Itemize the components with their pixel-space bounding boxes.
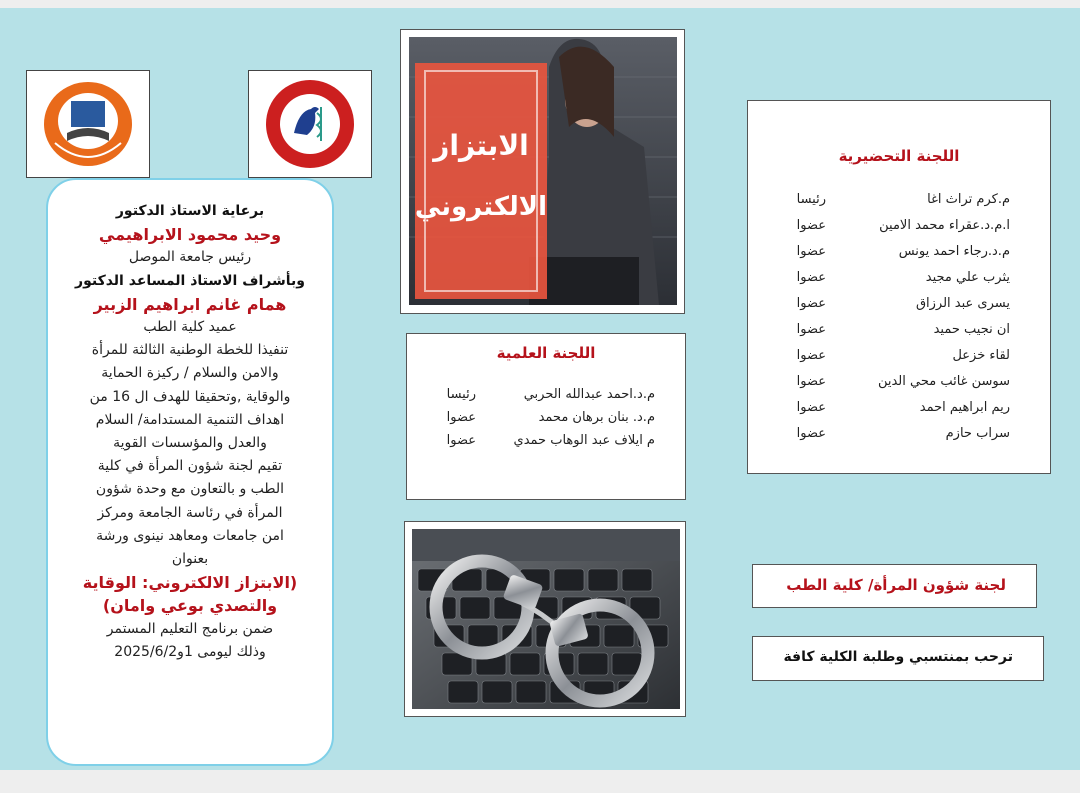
- committee-member-role: عضوا: [446, 433, 476, 448]
- committee-member-name: م.د.احمد عبدالله الحربي: [523, 387, 655, 402]
- committee-member-role: عضوا: [796, 270, 826, 285]
- workshop-dates: وذلك ليومى 1و2025/6/2: [114, 643, 266, 660]
- committee-member-name: م.د. بنان برهان محمد: [538, 410, 655, 425]
- dean-title: عميد كلية الطب: [143, 319, 237, 336]
- description-line: والعدل والمؤسسات القوية: [113, 435, 267, 452]
- university-logo-right-frame: [26, 70, 150, 178]
- committee-member-role: عضوا: [796, 322, 826, 337]
- committee-member-role: عضوا: [796, 296, 826, 311]
- committee-member-role: عضوا: [796, 244, 826, 259]
- description-line: تقيم لجنة شؤون المرأة في كلية: [97, 458, 283, 475]
- workshop-title: (الابتزاز الالكتروني: الوقاية: [82, 573, 298, 593]
- description-line: بعنوان: [171, 551, 209, 568]
- medicine-college-emblem-icon: [249, 71, 371, 177]
- committee-member-name: سوسن غائب محي الدين: [877, 374, 1010, 389]
- president-title: رئيس جامعة الموصل: [128, 249, 252, 266]
- patron-intro: برعاية الاستاذ الدكتور: [115, 203, 265, 219]
- handcuffs-image-frame: [404, 521, 686, 717]
- committee-member-role: عضوا: [796, 348, 826, 363]
- description-line: تنفيذا للخطة الوطنية الثالثة للمرأة: [91, 342, 289, 359]
- description-line: الطب و بالتعاون مع وحدة شؤون: [95, 481, 285, 498]
- medicine-college-logo-frame: [248, 70, 372, 178]
- dean-name: همام غانم ابراهيم الزبير: [93, 294, 287, 314]
- workshop-title-cont: والتصدي بوعي وامان): [102, 596, 278, 616]
- university-emblem-icon: [27, 71, 149, 177]
- committee-member-name: يثرب علي مجيد: [925, 270, 1010, 285]
- preparatory-committee-title: اللجنة التحضيرية: [838, 147, 960, 165]
- committee-member-name: م ايلاف عبد الوهاب حمدي: [513, 433, 655, 448]
- preparatory-committee-box: [747, 100, 1051, 474]
- scientific-committee-title: اللجنة العلمية: [496, 344, 596, 362]
- description-line: والوقاية ,وتحقيقا للهدف ال 16 من: [89, 388, 291, 405]
- committee-member-name: ا.م.د.عقراء محمد الامين: [879, 218, 1010, 233]
- committee-member-role: رئيسا: [446, 387, 476, 402]
- committee-member-role: عضوا: [796, 400, 826, 415]
- committee-member-name: م.د.رجاء احمد يونس: [898, 244, 1010, 259]
- committee-member-role: عضوا: [446, 410, 476, 425]
- description-line: والامن والسلام / ركيزة الحماية: [101, 365, 279, 382]
- patronage-panel: [46, 178, 334, 766]
- committee-member-name: لقاء خزعل: [952, 348, 1010, 363]
- handcuffs-on-keyboard-image: [412, 529, 680, 709]
- description-line: المرأة في رئاسة الجامعة ومركز: [97, 504, 283, 521]
- description-line: اهداف التنمية المستدامة/ السلام: [95, 411, 285, 428]
- scientific-committee-box: [406, 333, 686, 500]
- poster-title-line1: الابتزاز: [433, 129, 529, 162]
- university-president-name: وحيد محمود الابراهيمي: [98, 225, 282, 245]
- committee-member-name: يسرى عبد الرزاق: [915, 296, 1010, 311]
- committee-member-role: عضوا: [796, 218, 826, 233]
- committee-member-name: ان نجيب حميد: [933, 322, 1010, 337]
- supervision-intro: وبأشراف الاستاذ المساعد الدكتور: [75, 272, 305, 289]
- committee-member-role: عضوا: [796, 374, 826, 389]
- welcome-box: [752, 636, 1044, 681]
- poster-image-frame: [400, 29, 685, 314]
- program-note: ضمن برنامج التعليم المستمر: [106, 620, 274, 637]
- committee-member-name: م.كرم تراث اغا: [927, 192, 1010, 207]
- organizer-box: [752, 564, 1037, 608]
- organizer-name: لجنة شؤون المرأة/ كلية الطب: [786, 576, 1006, 594]
- welcome-message: ترحب بمنتسبي وطلبة الكلية كافة: [783, 649, 1013, 665]
- committee-member-name: ريم ابراهيم احمد: [919, 400, 1010, 415]
- committee-member-name: سراب حازم: [945, 426, 1010, 441]
- committee-member-role: رئيسا: [796, 192, 826, 207]
- committee-member-role: عضوا: [796, 426, 826, 441]
- poster-title-line2: الالكتروني: [414, 192, 548, 222]
- cyber-blackmail-poster: [409, 37, 677, 305]
- description-line: امن جامعات ومعاهد نينوى ورشة: [96, 527, 284, 544]
